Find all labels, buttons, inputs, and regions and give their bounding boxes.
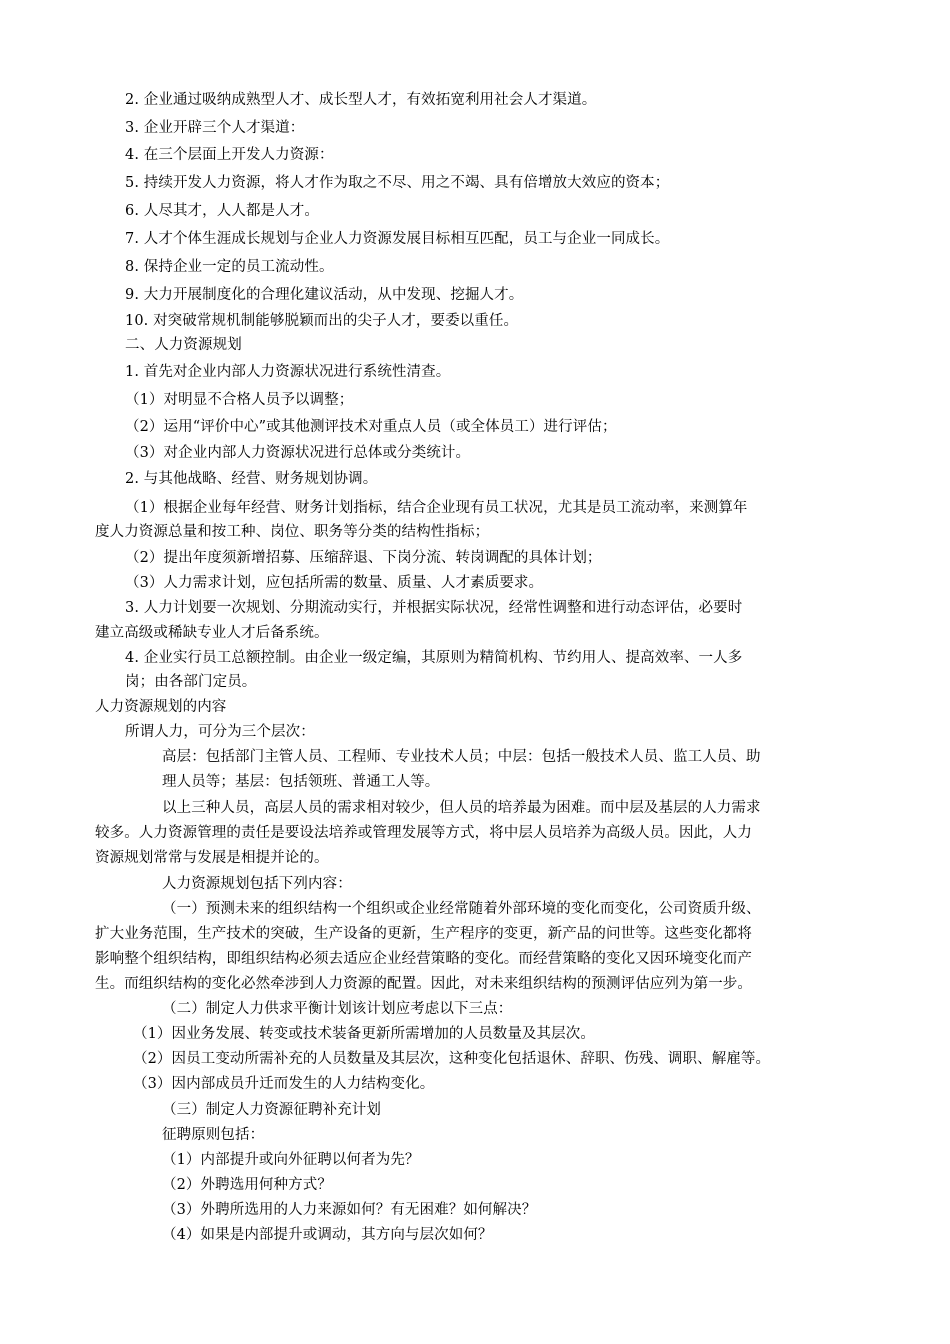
section-heading: 人力资源规划的内容	[95, 699, 227, 715]
sub-item: （2）提出年度须新增招募、压缩辞退、下岗分流、转岗调配的具体计划；	[125, 550, 602, 566]
paragraph-continued: 扩大业务范围，生产技术的突破，生产设备的更新，生产程序的变更，新产品的问世等。这些变化都将	[95, 926, 752, 942]
paragraph: 所谓人力，可分为三个层次：	[125, 724, 315, 740]
paragraph-continued: 生。而组织结构的变化必然牵涉到人力资源的配置。因此，对未来组织结构的预测评估应列为第一步。	[95, 976, 752, 992]
list-item-9: 9. 大力开展制度化的合理化建议活动，从中发现、挖掘人才。	[125, 287, 524, 303]
list-item-8: 8. 保持企业一定的员工流动性。	[125, 259, 334, 275]
paragraph: 征聘原则包括：	[162, 1127, 265, 1143]
list-item-5: 5. 持续开发人力资源，将人才作为取之不尽、用之不竭、具有倍增放大效应的资本；	[125, 175, 670, 191]
sub-item: （3）人力需求计划，应包括所需的数量、质量、人才素质要求。	[125, 575, 544, 591]
paragraph: （一）预测未来的组织结构一个组织或企业经常随着外部环境的变化而变化，公司资质升级、	[162, 901, 761, 917]
list-item: 1. 首先对企业内部人力资源状况进行系统性清查。	[125, 364, 451, 380]
list-item: 3. 人力计划要一次规划、分期流动实行，并根据实际状况，经常性调整和进行动态评估，必要时	[125, 600, 743, 616]
sub-item: （3）因内部成员升迁而发生的人力结构变化。	[133, 1076, 435, 1092]
sub-item-continued: 度人力资源总量和按工种、岗位、职务等分类的结构性指标；	[95, 524, 490, 540]
list-item-2: 2. 企业通过吸纳成熟型人才、成长型人才，有效拓宽利用社会人才渠道。	[125, 92, 597, 108]
list-item-6: 6. 人尽其才，人人都是人才。	[125, 203, 319, 219]
paragraph: （二）制定人力供求平衡计划该计划应考虑以下三点：	[162, 1001, 513, 1017]
list-item-10: 10. 对突破常规机制能够脱颖而出的尖子人才，要委以重任。	[125, 313, 519, 329]
list-item-7: 7. 人才个体生涯成长规划与企业人力资源发展目标相互匹配，员工与企业一同成长。	[125, 231, 670, 247]
paragraph: 以上三种人员，高层人员的需求相对较少，但人员的培养最为困难。而中层及基层的人力需求	[162, 800, 761, 816]
list-item-3: 3. 企业开辟三个人才渠道：	[125, 120, 305, 136]
list-item-continued: 岗；由各部门定员。	[125, 674, 257, 690]
sub-item: （2）因员工变动所需补充的人员数量及其层次，这种变化包括退休、辞职、伤残、调职、解雇等。	[133, 1051, 771, 1067]
sub-item: （1）内部提升或向外征聘以何者为先？	[162, 1152, 420, 1168]
sub-item: （3）外聘所选用的人力来源如何？有无困难？如何解决？	[162, 1202, 537, 1218]
sub-item: （2）运用“评价中心”或其他测评技术对重点人员（或全体员工）进行评估；	[125, 419, 617, 435]
paragraph: 人力资源规划包括下列内容：	[162, 876, 352, 892]
list-item: 4. 企业实行员工总额控制。由企业一级定编，其原则为精简机构、节约用人、提高效率、一人多	[125, 650, 743, 666]
sub-item: （2）外聘选用何种方式？	[162, 1177, 332, 1193]
list-item-continued: 建立高级或稀缺专业人才后备系统。	[95, 625, 329, 641]
list-item-4: 4. 在三个层面上开发人力资源：	[125, 147, 334, 163]
list-item: 2. 与其他战略、经营、财务规划协调。	[125, 471, 378, 487]
paragraph-continued: 较多。人力资源管理的责任是要设法培养或管理发展等方式，将中层人员培养为高级人员。因此，人力	[95, 825, 752, 841]
sub-item: （1）根据企业每年经营、财务计划指标，结合企业现有员工状况，尤其是员工流动率，来测算年	[125, 500, 748, 516]
paragraph: （三）制定人力资源征聘补充计划	[162, 1102, 381, 1118]
sub-item: （1）对明显不合格人员予以调整；	[125, 392, 354, 408]
paragraph-continued: 资源规划常常与发展是相提并论的。	[95, 850, 329, 866]
paragraph-continued: 影响整个组织结构，即组织结构必须去适应企业经营策略的变化。而经营策略的变化又因环境变化而产	[95, 951, 752, 967]
sub-item: （3）对企业内部人力资源状况进行总体或分类统计。	[125, 445, 471, 461]
paragraph: 高层：包括部门主管人员、工程师、专业技术人员；中层：包括一般技术人员、监工人员、助	[162, 749, 761, 765]
sub-item: （1）因业务发展、转变或技术装备更新所需增加的人员数量及其层次。	[133, 1026, 595, 1042]
paragraph-continued: 理人员等；基层：包括领班、普通工人等。	[162, 774, 440, 790]
section-heading: 二、人力资源规划	[125, 337, 242, 353]
sub-item: （4）如果是内部提升或调动，其方向与层次如何？	[162, 1227, 493, 1243]
